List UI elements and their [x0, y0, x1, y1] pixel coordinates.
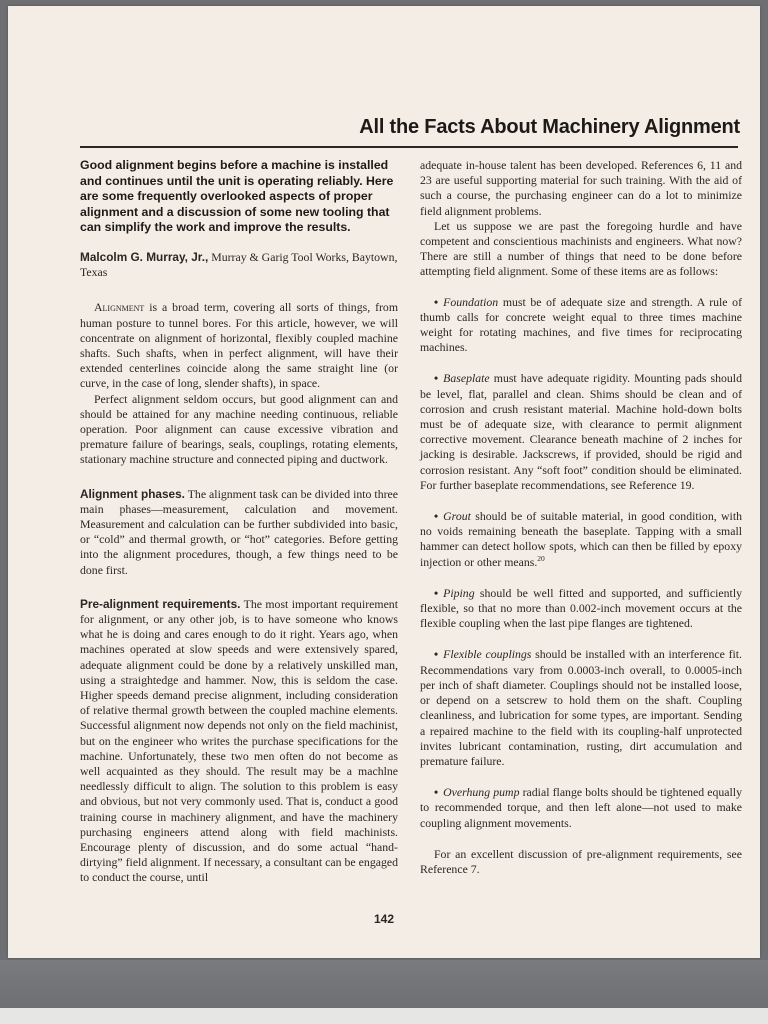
- bullet-term: Piping: [443, 585, 475, 600]
- intro-drop-caps: Alignment: [94, 300, 145, 315]
- page-number: 142: [373, 912, 395, 926]
- bullet-icon: •: [434, 785, 439, 800]
- author-name: Malcolm G. Murray, Jr.,: [80, 249, 209, 264]
- article-title: All the Facts About Machinery Alignment: [359, 116, 740, 138]
- bullet-text: must be of adequate size and strength. A rule of thumb calls for concrete weight equal to three times machine weight for rotating machines, and five times for reciprocating machines.: [420, 294, 742, 355]
- author-affiliation: Murray & Garig Tool Works, Baytown, Texas: [80, 249, 398, 280]
- bullet-icon: •: [434, 509, 439, 524]
- bullet-text: radial flange bolts should be tightened equally to recommended torque, and then left alone—not used to make coupling alignment movements.: [420, 785, 742, 830]
- scanner-background: [0, 960, 768, 1024]
- bullet-baseplate: [420, 371, 742, 493]
- intro-text: is a broad term, covering all sorts of things, from human posture to tunnel bores. For this article, however, we will concentrate on alignment of horizontal, flexibly coupled machine shafts. Such shafts, when in perfect alignment, will have their extended centerlines coincide along the same straight line (or curve, in the case of long, slender shafts), in space.: [80, 300, 398, 391]
- phases-text: The alignment task can be divided into three main phases—measurement, calculation and movement. Measurement and calculation can be further subdivided into basic, or “cold” and thermal growth, or “hot” categories. Before getting into the alignment procedures, though, a few things need to be done first.: [80, 486, 399, 577]
- title-rule: [80, 146, 738, 148]
- author-byline: [80, 250, 398, 280]
- bullet-text: should be installed with an interference fit. Recommendations vary from 0.0003-inch overall, to 0.0005-inch per inch of shaft diameter. Couplings should not be installed loose, or depend on a setscrew to hold them on the shaft. Coupling cleanliness, and lubrication for some types, are important. Sending a repaired machine to the field with its coupling-half unprotected invites lubricant contamination, rusting, dirt accumulation and premature failure.: [420, 647, 742, 768]
- right-paragraph-1: adequate in-house talent has been developed. References 6, 11 and 23 are useful supporting material for such training. With the aid of such a course, the purchasing engineer can do a lot to minimize field alignment problems.: [420, 158, 742, 218]
- bullet-term: Baseplate: [443, 371, 490, 386]
- prereq-heading: Pre-alignment requirements.: [80, 596, 241, 611]
- left-column: [80, 158, 398, 886]
- bullet-flexible-couplings: [420, 647, 742, 769]
- bullet-text: must have adequate rigidity. Mounting pads should be level, flat, parallel and clean. Shims should be clean and of corrosion and crush resistant material. Machine hold-down bolts must be of adequate size, with clearance to permit alignment corrective movement. Clearance beneath machine of 2 inches for jacking is desirable. Jackscrews, if provided, should be rigid and corrosion resistant. Any “soft foot” condition should be eliminated. For further baseplate recommendations, see Reference 19.: [420, 371, 742, 492]
- reference-superscript: 20: [537, 553, 545, 563]
- lead-paragraph: Good alignment begins before a machine is installed and continues until the unit is operating reliably. Here are some frequently overlooked aspects of proper alignment and a discussion of some new tooling that can simplify the work and improve the results.: [80, 158, 394, 235]
- bullet-icon: •: [434, 371, 439, 386]
- bullet-text: should be well fitted and supported, and sufficiently flexible, so that no more than 0.002-inch movement occurs at the flexible coupling when the last pipe flanges are tightened.: [420, 585, 742, 631]
- bullet-overhung-pump: [420, 785, 742, 831]
- bullet-icon: •: [434, 647, 439, 662]
- bullet-term: Overhung pump: [443, 785, 520, 800]
- bullet-term: Grout: [443, 509, 471, 524]
- bullet-text: should be of suitable material, in good condition, with no voids remaining beneath the baseplate. Tapping with a small hammer can detect hollow spots, which can then be filled by epoxy injection or other means.: [420, 509, 742, 569]
- scanner-edge: [0, 1008, 768, 1024]
- intro-paragraph: [80, 300, 398, 391]
- bullet-term: Foundation: [443, 294, 499, 309]
- phases-paragraph: [80, 487, 398, 578]
- prereq-text: The most important requirement for alignment, or any other job, is to have someone who knows what he is doing and cares enough to do it right. Years ago, when machines operated at slow speeds and were extensively spared, adequate alignment could be done by a relatively unskilled man, using a straightedge and hammer. Now, this is seldom the case. Higher speeds demand precise alignment, including consideration of relative thermal growth between the coupled machine elements. Successful alignment now depends not only on the field machinist, but on the engineer who writes the purchase specifications for the machine. Unfortunately, these two men often do not become as well acquainted as they should. The result may be a machlne needlessly difficult to align. The solution to this problem is easy and obvious, but not very commonly used. That is, conduct a good training course in machinery alignment, and have the machinery purchasing engineers attend along with field machinists. Encourage plenty of discussion, and do some actual “hand-dirtying” field alignment. If necessary, a consultant can be engaged to conduct the course, until: [80, 596, 398, 885]
- bullet-piping: [420, 586, 742, 632]
- bleed-through-header: [68, 26, 668, 46]
- document-page: [8, 6, 760, 958]
- bullet-icon: •: [434, 294, 439, 309]
- closing-paragraph: For an excellent discussion of pre-alignment requirements, see Reference 7.: [420, 846, 742, 876]
- phases-heading: Alignment phases.: [80, 486, 185, 501]
- bullet-foundation: [420, 295, 742, 356]
- right-column: [420, 158, 742, 877]
- prereq-paragraph: [80, 597, 398, 886]
- intro-paragraph-2: Perfect alignment seldom occurs, but good alignment can and should be attained for any machine needing continuous, reliable operation. Poor alignment can cause excessive vibration and premature failure of bearings, seals, couplings, rotating elements, stationary machine structure and connected piping and ductwork.: [80, 391, 398, 467]
- bullet-grout: [420, 509, 742, 570]
- bullet-icon: •: [434, 585, 439, 600]
- right-paragraph-2: Let us suppose we are past the foregoing hurdle and have competent and conscientious machinists and engineers. What now? There are still a number of things that need to be done before attempting field alignment. Some of these items are as follows:: [420, 218, 742, 279]
- bullet-term: Flexible couplings: [443, 647, 532, 662]
